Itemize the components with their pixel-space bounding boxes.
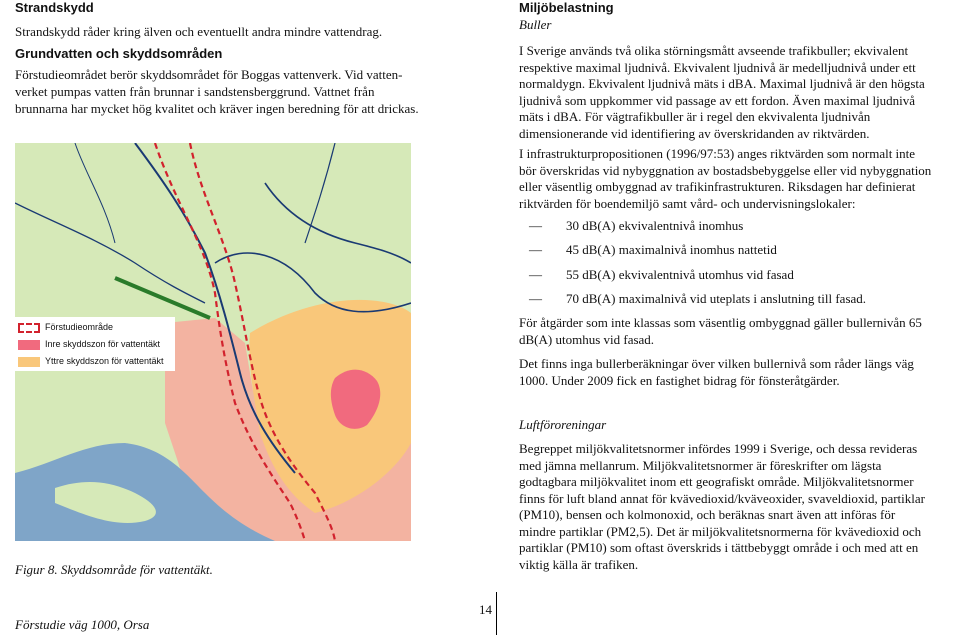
dash-bullet: — xyxy=(529,218,542,233)
text-line: finns för luft bland annat för kvävedioxid/kväveoxider, svaveldioxid, partiklar xyxy=(519,490,925,506)
legend-item-inner-zone xyxy=(18,337,160,351)
inner-zone-swatch xyxy=(18,340,40,350)
list-item xyxy=(529,291,949,308)
text-line: dimensionerande vid identifiering av överskridanden av riktvärden. xyxy=(519,125,870,141)
map-legend xyxy=(15,317,175,371)
list-item-text: 55 dB(A) ekvivalentnivå utomhus vid fasad xyxy=(566,267,794,282)
text-line: ljudnivå som uppkommer vid passage av ett fordon. Även maximal ljudnivå xyxy=(519,92,916,108)
legend-label: Yttre skyddszon för vattentäkt xyxy=(45,356,164,366)
guideline-list xyxy=(529,218,949,308)
text-line: eller väsentlig ombyggnad av trafikinfrastrukturen. Riksdagen har definierat xyxy=(519,179,916,194)
text-line: (PM10), bensen och kolmonoxid, och beräknas snart även att införas för xyxy=(519,507,896,522)
legend-item-study-area xyxy=(18,320,113,334)
legend-label: Inre skyddszon för vattentäkt xyxy=(45,339,161,349)
text-line: godtagbara miljökvalitet inom ett geografiskt område. Miljökvalitetsnormer xyxy=(519,474,914,489)
list-item xyxy=(529,267,949,284)
buller-paragraph-3 xyxy=(519,315,959,348)
stream xyxy=(305,143,335,243)
text-line: 1000. Under 2009 fick en fastighet bidrag för fönsteråtgärder. xyxy=(519,372,840,388)
luftfororeningar-subheading: Luftföroreningar xyxy=(519,417,607,432)
dash-bullet: — xyxy=(529,267,542,282)
buller-paragraph-1 xyxy=(519,43,959,142)
footer-document-title: Förstudie väg 1000, Orsa xyxy=(15,617,150,632)
buller-paragraph-4 xyxy=(519,356,959,389)
strandskydd-text: Strandskydd råder kring älven och eventuellt andra mindre vattendrag. xyxy=(15,24,383,39)
figure-caption: Figur 8. Skyddsområde för vattentäkt. xyxy=(15,562,213,577)
outer-zone-swatch xyxy=(18,357,40,367)
miljobelastning-heading: Miljöbelastning xyxy=(519,0,614,15)
text-line: respektive maximal ljudnivå. Ekvivalent ljudnivå är medelljudnivå under ett xyxy=(519,59,916,75)
stream xyxy=(75,143,115,243)
text-line: viktig källa är trafiken. xyxy=(519,556,639,572)
dash-bullet: — xyxy=(529,291,542,306)
text-line: I Sverige används två olika störningsmått avseende trafikbuller; ekvivalent xyxy=(519,43,909,58)
text-line: mindre partiklar (PM2,5). Det är miljökvalitetsnormerna för kvävedioxid och xyxy=(519,523,922,539)
text-line: mäts i dBA. För vägtrafikbuller är i regel den ekvivalenta ljudnivån xyxy=(519,109,871,124)
list-item xyxy=(529,218,949,235)
text-line: normaldygn. Ekvivalent ljudnivå mäts i dBA. Maximal ljudnivå är den högsta xyxy=(519,76,925,91)
text-line: riktvärden för boendemiljö samt vård- och undervisningslokaler: xyxy=(519,195,856,211)
text-line: För åtgärder som inte klassas som väsentlig ombyggnad gäller bullernivån 65 xyxy=(519,315,922,330)
footer-divider xyxy=(496,592,497,635)
grundvatten-line-3: brunnarna har mycket hög kvalitet och kräver ingen beredning för att drickas. xyxy=(15,101,419,116)
text-line: I infrastrukturpropositionen (1996/97:53) anges riktvärden som normalt inte xyxy=(519,146,916,161)
dash-bullet: — xyxy=(529,242,542,257)
legend-label: Förstudieområde xyxy=(45,322,114,332)
page-number: 14 xyxy=(479,602,492,617)
strandskydd-heading: Strandskydd xyxy=(15,0,94,15)
text-line: dB(A) utomhus vid fasad. xyxy=(519,331,655,347)
list-item xyxy=(529,242,949,259)
list-item-text: 30 dB(A) ekvivalentnivå inomhus xyxy=(566,218,744,233)
luft-paragraph xyxy=(519,441,959,573)
grundvatten-heading: Grundvatten och skyddsområden xyxy=(15,46,223,61)
text-line: Begreppet miljökvalitetsnormer infördes 1999 i Sverige, och dessa revideras xyxy=(519,441,918,456)
road xyxy=(15,203,205,303)
buller-paragraph-2 xyxy=(519,146,959,212)
text-line: partiklar (PM10) som oftast överskrids i tättbebyggt område i och med att en xyxy=(519,540,919,555)
road xyxy=(265,183,411,263)
grundvatten-line-1: Förstudieområdet berör skyddsområdet för Boggas vattenverk. Vid vatten- xyxy=(15,67,403,82)
list-item-text: 45 dB(A) maximalnivå inomhus nattetid xyxy=(566,242,777,257)
text-line: bör överskridas vid nybyggnation av bostadsbebyggelse eller vid nybyggnation xyxy=(519,162,932,178)
grundvatten-line-2: verket pumpas vatten från brunnar i sandstensberggrund. Vattnet från xyxy=(15,84,375,99)
legend-item-outer-zone xyxy=(18,354,164,368)
text-line: Det finns inga bullerberäkningar över vilken bullernivå som råder längs väg xyxy=(519,356,914,371)
study-area-swatch xyxy=(18,323,40,333)
buller-subheading: Buller xyxy=(519,17,552,32)
list-item-text: 70 dB(A) maximalnivå vid uteplats i anslutning till fasad. xyxy=(566,291,867,306)
text-line: med jämna mellanrum. Miljökvalitetsnormer är föreskrifter om lägsta xyxy=(519,457,882,473)
